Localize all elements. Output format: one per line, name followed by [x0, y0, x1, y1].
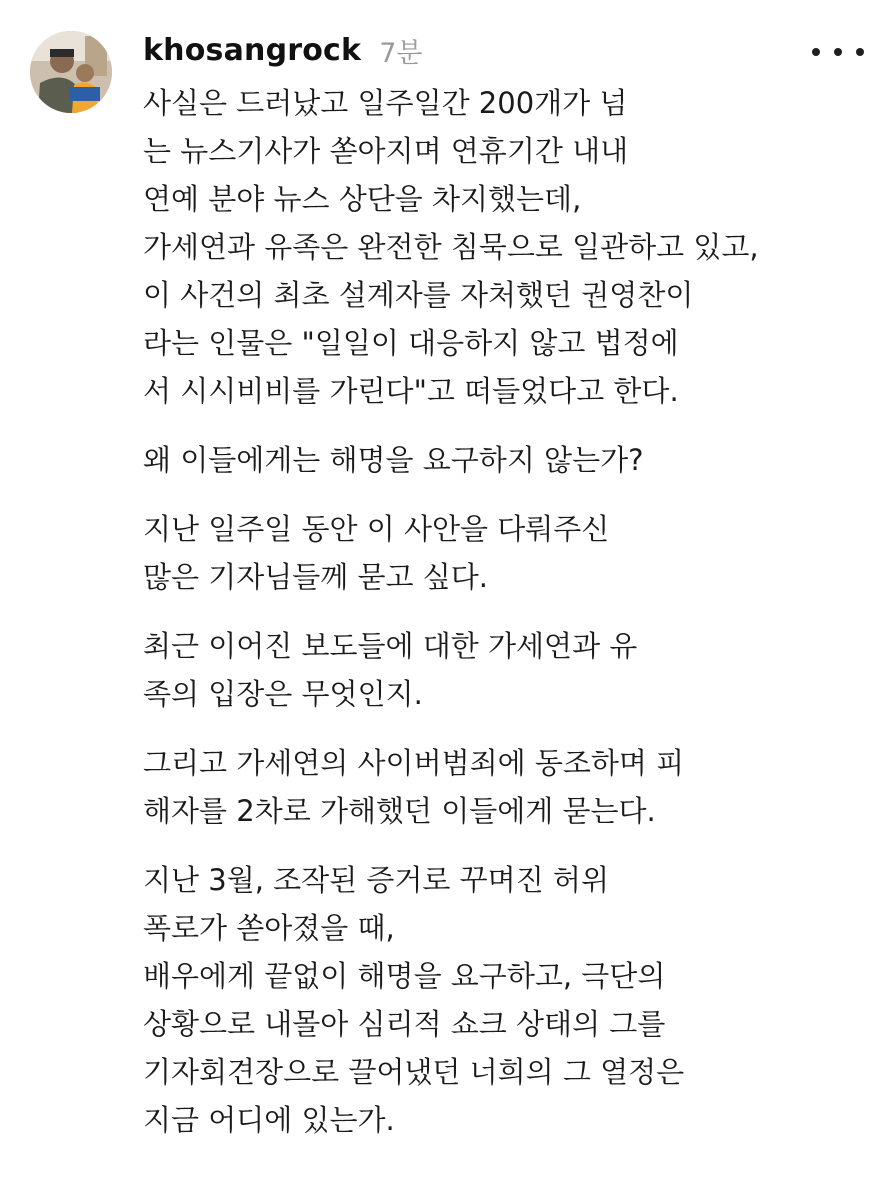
post-text-line: 족의 입장은 무엇인지.	[143, 677, 423, 711]
post-paragraph	[143, 856, 863, 1144]
more-dot	[834, 48, 842, 56]
post-text-line: 배우에게 끝없이 해명을 요구하고, 극단의	[143, 959, 666, 993]
more-horizontal-icon[interactable]	[812, 40, 864, 64]
avatar[interactable]	[30, 31, 112, 113]
post-paragraph	[143, 436, 863, 484]
post-text-line: 지금 어디에 있는가.	[143, 1103, 395, 1137]
post-text-line: 상황으로 내몰아 심리적 쇼크 상태의 그를	[143, 1007, 666, 1041]
post-paragraph	[143, 79, 863, 415]
post-text-line: 왜 이들에게는 해명을 요구하지 않는가?	[143, 443, 644, 477]
post-text-line: 서 시시비비를 가린다"고 떠들었다고 한다.	[143, 374, 679, 408]
post-text-line: 폭로가 쏟아졌을 때,	[143, 911, 395, 945]
post-paragraph	[143, 505, 863, 601]
post-text-line: 최근 이어진 보도들에 대한 가세연과 유	[143, 629, 638, 663]
post-header	[143, 28, 422, 72]
post-paragraph	[143, 622, 863, 718]
post-text-line: 이 사건의 최초 설계자를 자처했던 권영찬이	[143, 278, 694, 312]
post-paragraph	[143, 739, 863, 835]
post-text-line: 지난 3월, 조작된 증거로 꾸며진 허위	[143, 863, 609, 897]
profile-photo	[30, 31, 112, 113]
post-time: 7분	[379, 37, 423, 69]
post-text-line: 연예 분야 뉴스 상단을 차지했는데,	[143, 182, 582, 216]
more-dot	[856, 48, 864, 56]
post-text-line: 는 뉴스기사가 쏟아지며 연휴기간 내내	[143, 134, 629, 168]
post-text-line: 가세연과 유족은 완전한 침묵으로 일관하고 있고,	[143, 230, 759, 264]
more-dot	[812, 48, 820, 56]
post-text-line: 라는 인물은 "일일이 대응하지 않고 법정에	[143, 326, 679, 360]
post-text-line: 기자회견장으로 끌어냈던 너희의 그 열정은	[143, 1055, 685, 1089]
post-text-line: 많은 기자님들께 묻고 싶다.	[143, 560, 489, 594]
post-text-line: 그리고 가세연의 사이버범죄에 동조하며 피	[143, 746, 685, 780]
post-body	[143, 79, 863, 1165]
post-text-line: 사실은 드러났고 일주일간 200개가 넘	[143, 86, 628, 120]
username[interactable]: khosangrock	[143, 32, 362, 68]
post-text-line: 해자를 2차로 가해했던 이들에게 묻는다.	[143, 794, 656, 828]
post-text-line: 지난 일주일 동안 이 사안을 다뤄주신	[143, 512, 610, 546]
